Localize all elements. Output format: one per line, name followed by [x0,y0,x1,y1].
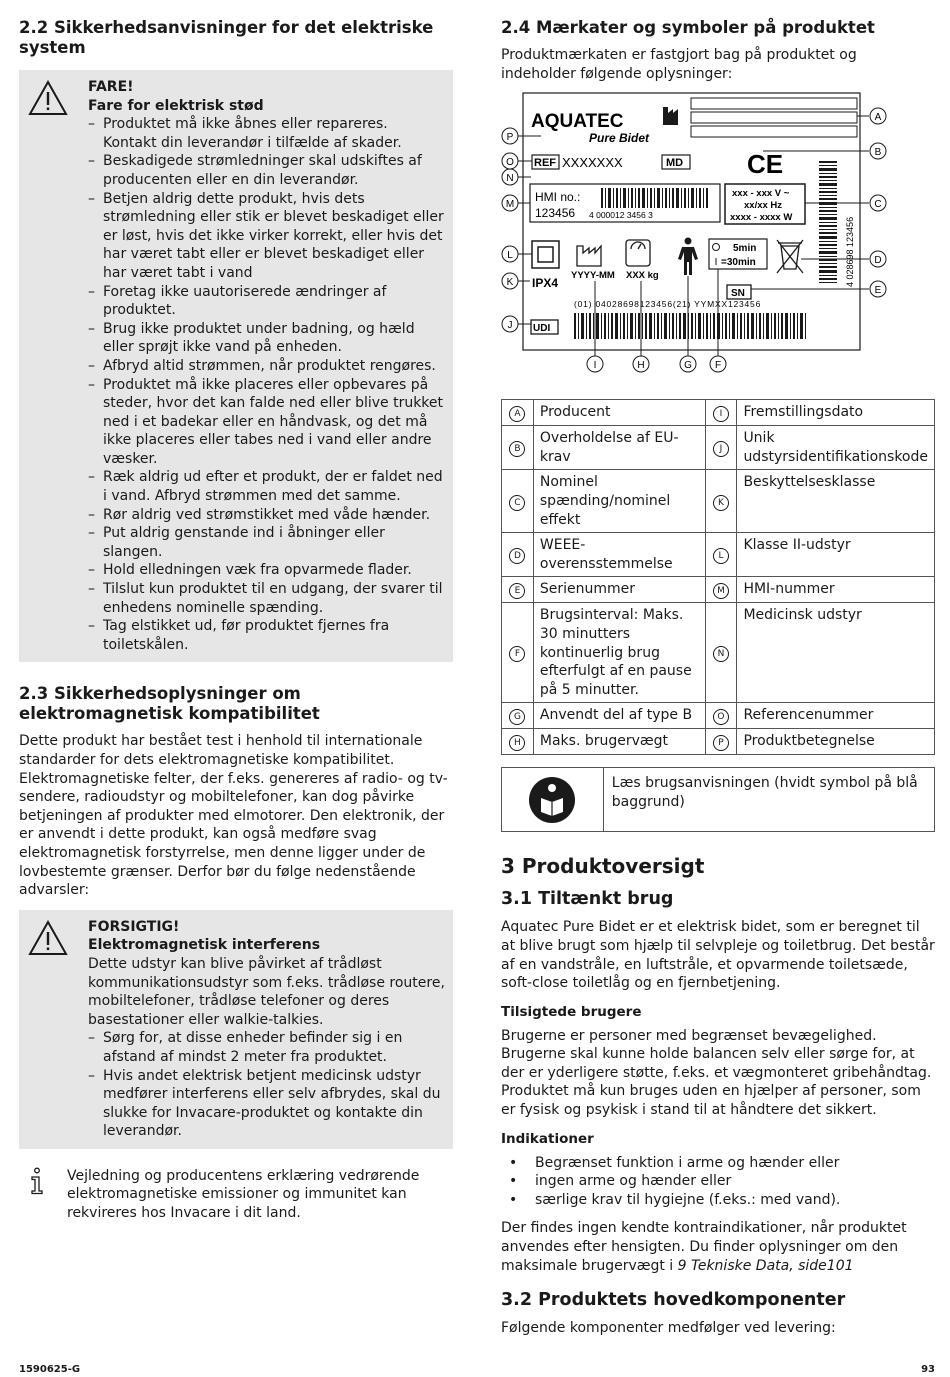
product-label-figure [501,91,935,383]
label-udi: UDI [533,323,551,335]
section-2-4-intro: Produktmærkaten er fastgjort bag på produktet og indeholder følgende oplysninger: [501,47,857,82]
callout-j: J [507,320,513,332]
danger-item: – Ræk aldrig ud efter et produkt, der er faldet ned i vand. Afbryd strømmen med det samme. [88,468,445,505]
legend-key: O [713,709,729,725]
symbol-legend-table [501,399,935,755]
label-weight: XXX kg [626,270,659,282]
caution-list [88,1029,445,1141]
legend-value: Beskyttelsesklasse [737,470,935,533]
callout-g: G [684,360,692,372]
legend-key: E [509,583,525,599]
danger-item: – Rør aldrig ved strømstikket med våde hænder. [88,506,445,525]
label-power: xxxx - xxxx W [730,212,793,224]
table-row [502,400,935,426]
caution-heading: Elektromagnetisk interferens [88,937,321,954]
callout-h: H [637,360,645,372]
section-3-1-title: 3.1 Tiltænkt brug [501,889,674,910]
section-2-4-title: 2.4 Mærkater og symboler på produktet [501,18,875,37]
callout-d: D [874,255,882,267]
callout-l: L [507,250,513,262]
callout-n: N [506,173,514,185]
intended-users-body: Brugerne er personer med begrænset bevægelighed. Brugerne skal kunne holde balancen selv eller sørge for, at der er yderligere støtte, f.eks. et vægmonteret gribehåndtag. Produktet må kun bruges uden en hjælper af personer, som er fysisk og psykisk i stand til at håndtere det sikkert. [501,1027,932,1119]
label-frequency: xx/xx Hz [744,200,783,212]
legend-key: M [713,583,729,599]
contraindications-text [501,1219,935,1275]
callout-c: C [874,199,882,211]
legend-key: I [713,406,729,422]
danger-item: – Afbryd altid strømmen, når produktet rengøres. [88,357,445,376]
table-row [502,703,935,729]
list-item: • ingen arme og hænder eller [501,1172,935,1191]
caution-signal-word: FORSIGTIG! [88,918,180,935]
legend-key: D [509,548,525,564]
legend-value: Medicinsk udstyr [737,603,935,703]
section-2-3-body: Dette produkt har bestået test i henhold til internationale standarder for dets elektromagnetiske kompatibilitet. Elektromagnetiske felter, der f.eks. genereres af radio- og tv-sendere, radioudstyr og mobiltelefoner, kan dog påvirke betjeningen af produkter med elmotorer. Den elektronik, der er anvendt i dette produkt, kan også medføre svag elektromagnetisk forstyrrelse, men denne ligger under de lovbestemte grænser. Derfor bør du følge nedenstående advarsler: [19,733,448,899]
caution-item: – Sørg for, at disse enheder befinder sig i en afstand af mindst 2 meter fra produktet. [88,1029,445,1066]
callout-p: P [506,132,514,144]
danger-item: – Produktet må ikke åbnes eller repareres. Kontakt din leverandør i tilfælde af skader. [88,115,445,152]
callout-e: E [874,285,882,297]
read-instructions-text: Læs brugsanvisningen (hvidt symbol på blå baggrund) [611,775,918,810]
label-product: Pure Bidet [589,131,650,146]
left-column [19,18,453,1223]
callout-i: I [593,360,597,372]
callout-m: M [505,199,515,211]
danger-item: – Hold elledningen væk fra opvarmede flader. [88,561,445,580]
table-row [502,729,935,755]
legend-value: Maks. brugervægt [533,729,705,755]
danger-item: – Brug ikke produktet under badning, og hæld eller sprøjt ikke vand på enheden. [88,320,445,357]
ce-mark-icon: CE [747,149,784,180]
read-instructions-box [501,767,935,832]
table-row [502,603,935,703]
legend-key: F [509,646,525,662]
danger-item: – Produktet må ikke placeres eller opbevares på steder, hvor det kan falde ned eller blive trukket ned i et badekar eller en håndvask, og det må ikke placeres eller tabes ned i vand eller andre væsker. [88,376,445,469]
section-3-2-body: Følgende komponenter medfølger ved levering: [501,1320,836,1337]
legend-value: Referencenummer [737,703,935,729]
table-row [502,533,935,577]
label-ean-digits: 4 000012 3456 3 [589,210,653,221]
legend-value: Fremstillingsdato [737,400,935,426]
callout-b: B [874,147,882,159]
footer-page-number: 93 [921,1364,935,1375]
legend-key: P [713,735,729,751]
callout-k: K [506,277,514,289]
legend-value: Nominel spænding/nominel effekt [533,470,705,533]
caution-text: Dette udstyr kan blive påvirket af trådløst kommunikationsudstyr som f.eks. trådløse routere, mobiltelefoner, trådløse telefoner og deres basestationer eller walkie-talkies. [88,955,445,1028]
label-voltage: xxx - xxx V ~ [732,188,790,200]
legend-value: HMI-nummer [737,577,935,603]
legend-value: Overholdelse af EU-krav [533,426,705,470]
table-row [502,426,935,470]
indications-heading: Indikationer [501,1130,594,1147]
danger-item: – Beskadigede strømledninger skal udskiftes af producenten eller en din leverandør. [88,152,445,189]
label-ref-value: XXXXXXX [562,155,623,171]
table-row [502,470,935,533]
label-date: YYYY-MM [571,270,615,282]
legend-key: N [713,646,729,662]
label-ref-tag: REF [534,157,556,170]
legend-value: Serienummer [533,577,705,603]
section-3-title: 3 Produktoversigt [501,854,705,879]
warning-triangle-icon [28,920,68,956]
legend-key: A [509,406,525,422]
legend-value: Brugsinterval: Maks. 30 minutters kontinuerlig brug efterfulgt af en pause på 5 minutter. [533,603,705,703]
legend-value: Producent [533,400,705,426]
danger-box [19,70,453,662]
label-sn: SN [731,288,745,300]
read-manual-icon [528,776,576,824]
info-icon [27,1167,47,1195]
label-side-barcode-digits: 4 028698 123456 [845,217,855,288]
footer-doc-number: 1590625-G [19,1364,81,1375]
label-off-time: =30min [721,257,756,269]
legend-value: Unik udstyrsidentifikationskode [737,426,935,470]
label-on-time: 5min [733,243,757,255]
legend-value: WEEE-overensstemmelse [533,533,705,577]
danger-list [88,115,445,654]
caution-item: – Hvis andet elektrisk betjent medicinsk udstyr medfører interferens eller selv afbrydes, skal du slukke for Invacare-produktet og kontakte din leverandør. [88,1067,445,1141]
legend-key: K [713,495,729,511]
label-ipx: IPX4 [532,276,559,291]
right-column [501,18,935,1348]
legend-key: L [713,548,729,564]
caution-box [19,910,453,1149]
danger-item: – Betjen aldrig dette produkt, hvis dets strømledning eller stik er blevet beskadiget eller er løst, hvis det ikke virker korrekt, eller hvis det har været tabt eller er blevet beskadiget eller har været tabt i vand [88,190,445,283]
danger-item: – Tag elstikket ud, før produktet fjernes fra toiletskålen. [88,617,445,654]
callout-o: O [506,157,514,169]
table-row [502,577,935,603]
legend-value: Anvendt del af type B [533,703,705,729]
intended-users-heading: Tilsigtede brugere [501,1003,642,1020]
list-item: • særlige krav til hygiejne (f.eks.: med vand). [501,1191,935,1210]
indications-list [501,1154,935,1210]
label-udi-digits: (01) 04028698123456(21) YYMXX123456 [574,299,762,310]
section-2-2-title: 2.2 Sikkerhedsanvisninger for det elektriske system [19,18,434,57]
label-hmi-value: 123456 [535,206,576,221]
legend-key: H [509,735,525,751]
legend-key: J [713,441,729,457]
legend-key: G [509,709,525,725]
list-item: • Begrænset funktion i arme og hænder eller [501,1154,935,1173]
legend-key: B [509,441,525,457]
danger-item: – Tilslut kun produktet til en udgang, der svarer til enhedens nominelle spænding. [88,580,445,617]
callout-f: F [714,360,722,372]
label-brand: AQUATEC [531,111,624,133]
legend-value: Klasse II-udstyr [737,533,935,577]
info-note [19,1167,453,1223]
section-3-2-title: 3.2 Produktets hovedkomponenter [501,1290,846,1311]
legend-value: Produktbetegnelse [737,729,935,755]
callout-a: A [874,112,882,124]
section-3-1-body: Aquatec Pure Bidet er et elektrisk bidet, som er beregnet til at blive brugt som hjælp til selvpleje og toiletbrug. Det består af en vandstråle, en luftstråle, et opvarmende toiletsæde, soft-close toiletlåg og en fjernbetjening. [501,919,935,992]
warning-triangle-icon [28,80,68,116]
label-hmi-label: HMI no.: [535,190,581,205]
danger-item: – Put aldrig genstande ind i åbninger eller slangen. [88,524,445,561]
info-note-text: Vejledning og producentens erklæring vedrørende elektromagnetiske emissioner og immunitet kan rekvireres hos Invacare i dit land. [67,1167,420,1222]
section-2-3-title: 2.3 Sikkerhedsoplysninger om elektromagnetisk kompatibilitet [19,684,320,724]
danger-item: – Foretag ikke uautoriserede ændringer af produktet. [88,283,445,320]
danger-signal-word: FARE! [88,79,134,95]
read-manual-icon-cell [502,768,604,831]
label-md: MD [666,157,684,170]
contraindications-body: Der findes ingen kendte kontraindikationer, når produktet anvendes efter hensigten. Du finder oplysninger om den maksimale brugervægt i [501,1220,907,1274]
legend-key: C [509,495,525,511]
hmi-barcode [601,188,708,208]
danger-heading: Fare for elektrisk stød [88,97,264,114]
cross-reference-link[interactable]: 9 Tekniske Data, side101 [677,1257,854,1274]
